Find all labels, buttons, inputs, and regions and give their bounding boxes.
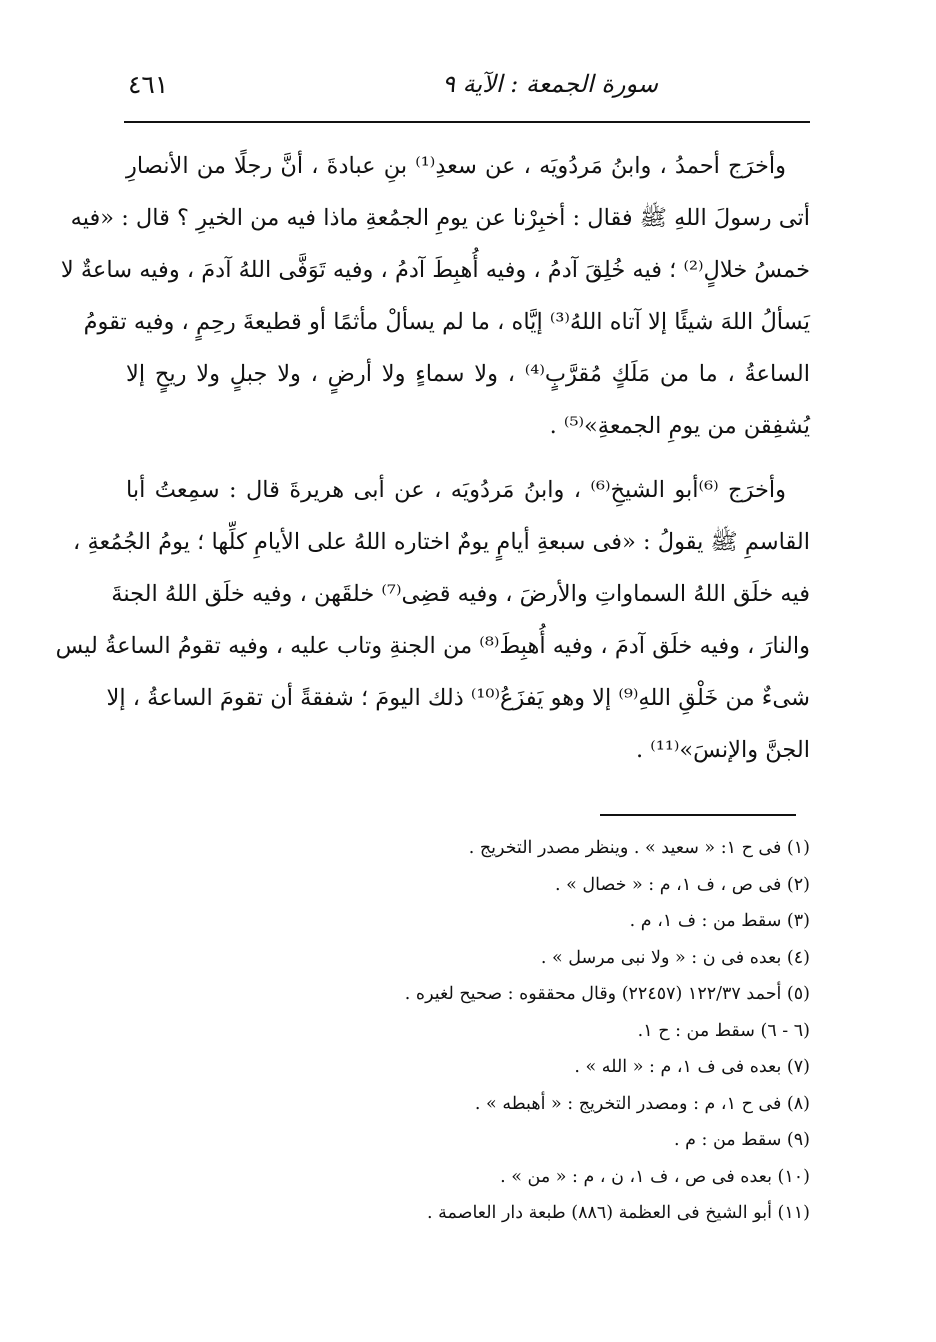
text-line: القاسمِ ﷺ يقولُ : «فى سبعةِ أيامٍ يومٌ اختاره اللهُ على الأيامِ كلِّها ؛ يومُ الجُمُعةِ ، [73,529,810,555]
text-line: الساعةُ ، ما من مَلَكٍ مُقرَّبٍ⁽⁴⁾ ، ولا سماءٍ ولا أرضٍ ، ولا جبلٍ ولا ريحٍ إلا [126,361,810,387]
footnote: (٩) سقط من : م . [674,1130,810,1150]
page-number: ٤٦١ [128,70,169,99]
text-line: خمسُ خلالٍ⁽²⁾ ؛ فيه خُلِقَ آدمُ ، وفيه أُهبِطَ آدمُ ، وفيه تَوَفَّى اللهُ آدمَ ، وفيه ساعةٌ لا [60,257,810,283]
paragraph-gap [126,452,810,464]
page-header [118,70,808,110]
footnote: (٢) فى ص ، ف ١، م : « خصال » . [555,874,810,895]
footnote: (١) فى ح ١: « سعيد » . وينظر مصدر التخريج . [468,838,810,858]
text-line: والنارَ ، وفيه خلَق آدمَ ، وفيه أُهبِطَ⁽⁸⁾ من الجنةِ وتاب عليه ، وفيه تقومُ الساعةُ ليس [55,633,810,659]
footnote: (٣) سقط من : ف ١، م . [629,911,810,931]
running-title: سورة الجمعة : الآية ٩ [442,70,658,98]
footnote: (٨) فى ح ١، م : ومصدر التخريج : « أهبطه » . [474,1093,810,1114]
header-rule [124,121,810,123]
text-line: وأخرَج ⁽⁶⁾أبو الشيخِ⁽⁶⁾ ، وابنُ مَردُويَه ، عن أبى هريرةَ قال : سمِعتُ أبا [126,477,786,503]
text-line: شىءٌ من خَلْقِ اللهِ⁽⁹⁾ إلا وهو يَفزَعُ⁽¹⁰⁾ ذلك اليومَ ؛ شفقةً أن تقومَ الساعةُ ، إلا [106,685,810,711]
footnote: (٧) بعده فى ف ١، م : « الله » . [574,1057,810,1077]
footnote: (٥) أحمد ١٢٢/٣٧ (٢٢٤٥٧) وقال محققوه : صحيح لغيره . [404,984,810,1004]
text-line: الجنَّ والإنسَ»⁽¹¹⁾ . [636,737,810,763]
main-text [55,140,810,776]
footnote: (٦ - ٦) سقط من : ح ١. [637,1020,810,1041]
footnote: (١٠) بعده فى ص ، ف ١، ن ، م : « من » . [500,1166,810,1187]
paragraph-1 [60,140,810,452]
text-line: فيه خلَق اللهُ السماواتِ والأرضَ ، وفيه قضِى⁽⁷⁾ خلقَهن ، وفيه خلَق اللهُ الجنةَ [111,581,810,607]
footnote: (٤) بعده فى ن : « ولا نبى مرسل » . [540,947,810,968]
text-line: يُشفِقن من يومِ الجمعةِ»⁽⁵⁾ . [549,413,810,439]
footnote: (١١) أبو الشيخ فى العظمة (٨٨٦) طبعة دار العاصمة . [426,1203,810,1223]
text-line: أتى رسولَ اللهِ ﷺ فقال : أخبِرْنا عن يومِ الجمُعةِ ماذا فيه من الخيرِ ؟ قال : «فيه [70,205,810,231]
paragraph-2 [55,464,810,776]
text-line: وأخرَج أحمدُ ، وابنُ مَردُويَه ، عن سعدِ⁽¹⁾ بنِ عبادةَ ، أنَّ رجلًا من الأنصارِ [126,153,787,179]
footnote-rule [600,814,796,816]
footnotes [126,830,810,1232]
text-line: يَسألُ اللهَ شيئًا إلا آتاه اللهُ⁽³⁾ إيَّاه ، ما لم يسألْ مأثمًا أو قطيعةَ رحِمٍ ، وفيه تقومُ [83,309,810,335]
